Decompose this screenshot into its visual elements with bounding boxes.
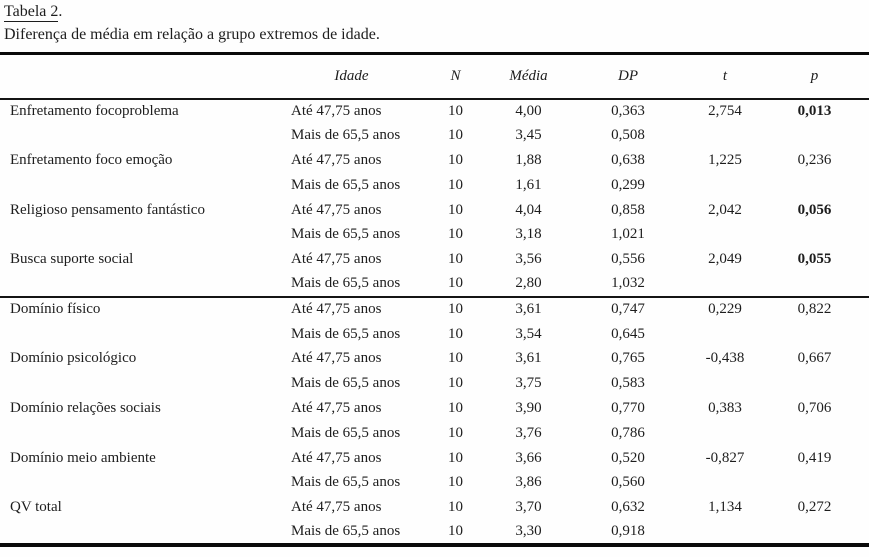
table-row	[0, 371, 869, 396]
header-variable	[0, 54, 283, 99]
cell-dp: 0,508	[611, 127, 645, 144]
cell-n: 10	[448, 127, 463, 144]
cell-media: 4,00	[515, 102, 542, 119]
cell-p: 0,055	[797, 251, 832, 268]
cell-variable-label: QV total	[10, 499, 62, 516]
cell-t	[690, 371, 760, 396]
cell-variable-label: Domínio meio ambiente	[10, 449, 156, 466]
cell-media: 4,04	[515, 201, 542, 218]
cell-t: 2,049	[708, 251, 742, 268]
cell-variable-label	[0, 322, 283, 347]
cell-t: 1,134	[708, 499, 742, 516]
cell-p: 0,822	[797, 301, 832, 318]
cell-media: 2,80	[515, 275, 542, 292]
cell-t	[690, 123, 760, 148]
cell-t	[690, 173, 760, 198]
table-row	[0, 446, 869, 471]
cell-p	[760, 322, 869, 347]
cell-idade: Mais de 65,5 anos	[291, 424, 401, 441]
table-title	[4, 2, 380, 22]
cell-media: 3,61	[515, 350, 542, 367]
cell-media: 1,88	[515, 151, 542, 168]
table-row	[0, 173, 869, 198]
cell-idade: Mais de 65,5 anos	[291, 127, 401, 144]
cell-p: 0,706	[797, 399, 832, 416]
cell-dp: 0,520	[611, 449, 645, 466]
table-row	[0, 470, 869, 495]
cell-idade: Até 47,75 anos	[291, 399, 382, 416]
cell-variable-label	[0, 421, 283, 446]
cell-media: 3,76	[515, 424, 542, 441]
cell-dp: 1,021	[611, 226, 645, 243]
cell-dp: 0,363	[611, 102, 645, 119]
cell-idade: Até 47,75 anos	[291, 201, 382, 218]
cell-n: 10	[448, 399, 463, 416]
cell-media: 3,75	[515, 375, 542, 392]
cell-n: 10	[448, 325, 463, 342]
header-idade: Idade	[334, 67, 369, 84]
cell-media: 1,61	[515, 176, 542, 193]
cell-p	[760, 222, 869, 247]
cell-idade: Até 47,75 anos	[291, 102, 382, 119]
cell-t: -0,438	[705, 350, 745, 367]
cell-variable-label: Domínio psicológico	[10, 350, 137, 367]
cell-p	[760, 371, 869, 396]
cell-media: 3,18	[515, 226, 542, 243]
cell-n: 10	[448, 226, 463, 243]
cell-t	[690, 272, 760, 297]
cell-n: 10	[448, 350, 463, 367]
table-row	[0, 148, 869, 173]
header-row	[0, 54, 869, 99]
table-row	[0, 247, 869, 272]
cell-variable-label: Enfretamento foco emoção	[10, 151, 173, 168]
cell-variable-label	[0, 222, 283, 247]
cell-t: 0,229	[708, 301, 742, 318]
cell-dp: 0,858	[611, 201, 645, 218]
cell-dp: 0,638	[611, 151, 645, 168]
cell-variable-label	[0, 520, 283, 545]
cell-variable-label	[0, 123, 283, 148]
cell-p	[760, 470, 869, 495]
cell-n: 10	[448, 474, 463, 491]
cell-idade: Até 47,75 anos	[291, 251, 382, 268]
cell-n: 10	[448, 301, 463, 318]
cell-dp: 0,747	[611, 301, 645, 318]
cell-media: 3,30	[515, 522, 542, 539]
cell-dp: 0,299	[611, 176, 645, 193]
table-subtitle: Diferença de média em relação a grupo extremos de idade.	[4, 26, 380, 43]
cell-media: 3,66	[515, 449, 542, 466]
cell-n: 10	[448, 499, 463, 516]
table-row	[0, 198, 869, 223]
cell-variable-label	[0, 173, 283, 198]
table-header	[0, 54, 869, 99]
cell-media: 3,61	[515, 301, 542, 318]
cell-p	[760, 123, 869, 148]
table-row	[0, 346, 869, 371]
cell-n: 10	[448, 449, 463, 466]
cell-p: 0,056	[797, 201, 832, 218]
cell-p: 0,236	[797, 151, 832, 168]
header-media: Média	[509, 67, 548, 84]
table-title-period: .	[58, 3, 63, 20]
cell-dp: 0,786	[611, 424, 645, 441]
cell-n: 10	[448, 102, 463, 119]
cell-idade: Até 47,75 anos	[291, 449, 382, 466]
cell-variable-label: Busca suporte social	[10, 251, 134, 268]
cell-media: 3,86	[515, 474, 542, 491]
cell-dp: 1,032	[611, 275, 645, 292]
cell-idade: Até 47,75 anos	[291, 301, 382, 318]
cell-variable-label	[0, 470, 283, 495]
cell-t: 2,042	[708, 201, 742, 218]
cell-n: 10	[448, 522, 463, 539]
table-row	[0, 495, 869, 520]
cell-p	[760, 520, 869, 545]
cell-media: 3,56	[515, 251, 542, 268]
cell-p: 0,667	[797, 350, 832, 367]
cell-dp: 0,556	[611, 251, 645, 268]
cell-variable-label: Domínio relações sociais	[10, 399, 161, 416]
cell-n: 10	[448, 424, 463, 441]
cell-dp: 0,765	[611, 350, 645, 367]
cell-variable-label	[0, 272, 283, 297]
cell-variable-label: Enfretamento focoproblema	[10, 102, 179, 119]
cell-idade: Até 47,75 anos	[291, 350, 382, 367]
cell-t	[690, 222, 760, 247]
cell-p: 0,013	[797, 102, 832, 119]
cell-dp: 0,632	[611, 499, 645, 516]
cell-p: 0,419	[797, 449, 832, 466]
cell-variable-label	[0, 371, 283, 396]
table-row	[0, 322, 869, 347]
cell-variable-label: Domínio físico	[10, 301, 101, 318]
cell-idade: Mais de 65,5 anos	[291, 226, 401, 243]
cell-p: 0,272	[797, 499, 832, 516]
cell-dp: 0,583	[611, 375, 645, 392]
cell-idade: Mais de 65,5 anos	[291, 474, 401, 491]
cell-media: 3,45	[515, 127, 542, 144]
cell-p	[760, 173, 869, 198]
cell-t	[690, 421, 760, 446]
table-row	[0, 396, 869, 421]
cell-t: 2,754	[708, 102, 742, 119]
table-row	[0, 520, 869, 545]
cell-dp: 0,560	[611, 474, 645, 491]
header-n: N	[450, 67, 461, 84]
cell-p	[760, 421, 869, 446]
table-row	[0, 123, 869, 148]
cell-idade: Mais de 65,5 anos	[291, 522, 401, 539]
table-body	[0, 99, 869, 545]
table-row	[0, 421, 869, 446]
cell-n: 10	[448, 151, 463, 168]
cell-idade: Mais de 65,5 anos	[291, 275, 401, 292]
cell-t: 1,225	[708, 151, 742, 168]
cell-media: 3,54	[515, 325, 542, 342]
cell-variable-label: Religioso pensamento fantástico	[10, 201, 205, 218]
cell-t	[690, 520, 760, 545]
table-row	[0, 272, 869, 297]
cell-n: 10	[448, 176, 463, 193]
cell-n: 10	[448, 375, 463, 392]
cell-idade: Até 47,75 anos	[291, 499, 382, 516]
cell-media: 3,70	[515, 499, 542, 516]
cell-dp: 0,770	[611, 399, 645, 416]
cell-t: -0,827	[705, 449, 745, 466]
cell-idade: Mais de 65,5 anos	[291, 375, 401, 392]
cell-t: 0,383	[708, 399, 742, 416]
cell-idade: Mais de 65,5 anos	[291, 176, 401, 193]
statistics-table	[0, 52, 869, 547]
header-dp: DP	[618, 67, 638, 84]
table-row	[0, 222, 869, 247]
header-t: t	[722, 67, 728, 84]
cell-idade: Mais de 65,5 anos	[291, 325, 401, 342]
cell-dp: 0,918	[611, 522, 645, 539]
cell-n: 10	[448, 275, 463, 292]
header-p: p	[810, 67, 819, 84]
cell-t	[690, 322, 760, 347]
cell-p	[760, 272, 869, 297]
table-title-text: Tabela 2	[4, 3, 59, 20]
cell-idade: Até 47,75 anos	[291, 151, 382, 168]
cell-t	[690, 470, 760, 495]
cell-dp: 0,645	[611, 325, 645, 342]
table-caption	[4, 2, 380, 45]
cell-n: 10	[448, 251, 463, 268]
cell-n: 10	[448, 201, 463, 218]
table-row	[0, 99, 869, 124]
table-row	[0, 297, 869, 322]
cell-media: 3,90	[515, 399, 542, 416]
